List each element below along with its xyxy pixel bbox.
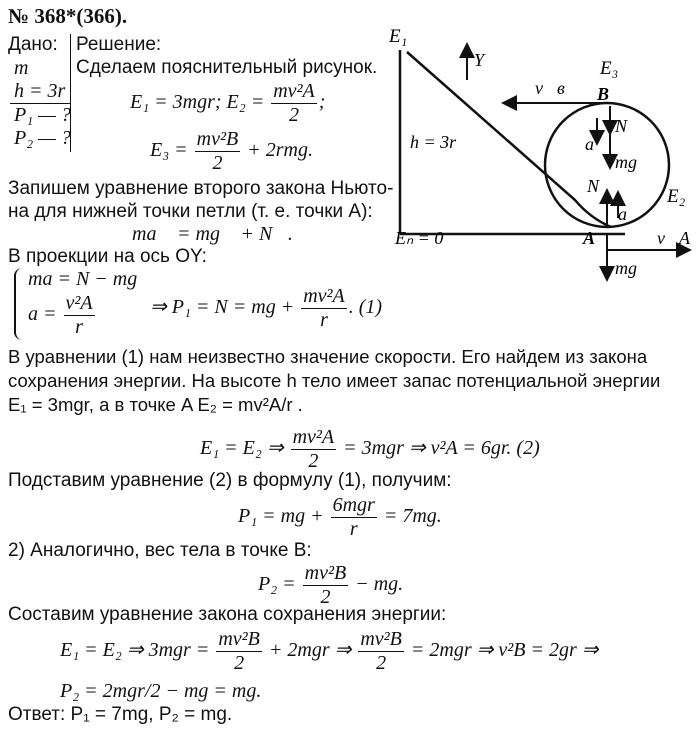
law-text-1: Запишем уравнение второго закона Ньюто-	[8, 178, 394, 199]
paragraph-line-1: В уравнении (1) нам неизвестно значение скорости. Его найдем из закона	[8, 346, 648, 367]
problem-number: № 368*(366).	[8, 4, 128, 28]
cons-fraction-2	[358, 628, 404, 675]
given-label: Дано:	[8, 34, 58, 55]
conservation-equation	[60, 628, 599, 675]
label-en: Eₙ = 0	[395, 228, 444, 248]
energy-e1-e2: E₁ = 3mgr; E₂ = $\frac{\text{mv²A}}{2}$ ;	[130, 80, 326, 126]
e3-rhs: + 2rmg.	[247, 139, 313, 162]
cons-num-2: mv²B	[360, 628, 402, 650]
paragraph-line-3: E₁ = 3mgr, а в точке A E₂ = mv²A/r .	[8, 394, 303, 415]
energy-den: 2	[308, 450, 319, 472]
substitute-text: Подставим уравнение (2) в формулу (1), получим:	[8, 470, 452, 491]
energy-rhs: = 3mgr ⇒ v²A = 6gr. (2)	[343, 437, 540, 460]
p2-final: P₂ = 2mgr/2 − mg = mg.	[60, 680, 262, 702]
accel-top-label: a⃗	[585, 134, 609, 154]
loop-diagram	[385, 22, 695, 298]
part2-text: 2) Аналогично, вес тела в точке B:	[8, 540, 312, 561]
cons-den-2: 2	[376, 652, 387, 674]
p1-res-den: r	[349, 518, 358, 540]
p1-den: r	[320, 309, 328, 331]
projection-text: В проекции на ось OY:	[8, 246, 207, 267]
velocity-b-label: v⃗в	[535, 78, 565, 98]
p1-equation	[150, 285, 382, 332]
e3-fraction	[195, 128, 241, 175]
p1-eq-text: ⇒ P₁ = N = mg +	[150, 296, 295, 319]
energy-e3	[150, 128, 313, 175]
e3-lhs: E₃ =	[150, 139, 188, 162]
y-axis-label: Y	[474, 50, 485, 70]
sys2-num: v²A	[65, 292, 93, 314]
given-unknown-p2: P₂ — ?	[14, 127, 71, 149]
law-text-2: на для нижней точки петли (т. е. точки A):	[8, 201, 373, 222]
label-point-b: B	[597, 84, 610, 104]
p1-fraction	[301, 285, 347, 332]
cons-den-1: 2	[234, 652, 245, 674]
p1-res-lhs: P₁ = mg +	[238, 505, 324, 528]
given-mass: m	[14, 57, 29, 79]
p1-result	[238, 494, 442, 541]
p2-fraction	[303, 562, 349, 609]
gravity-top-label: mg⃗	[615, 152, 651, 172]
force-n-top-label: N⃗	[615, 116, 642, 136]
e2-fraction	[271, 80, 317, 127]
given-height: h = 3r	[14, 80, 66, 102]
label-height: h = 3r	[410, 132, 457, 152]
label-e2: E₂	[667, 186, 686, 207]
p1-res-num: 6mgr	[332, 494, 375, 516]
p2-lhs: P₂ =	[258, 573, 296, 596]
cons-b: + 2mgr ⇒	[268, 639, 352, 662]
paragraph-line-2: сохранения энергии. На высоте h тело имеет запас потенциальной энергии	[8, 370, 661, 391]
system-brace	[14, 268, 26, 340]
cons-a: E₁ = E₂ ⇒ 3mgr =	[60, 639, 210, 662]
e1-e2-text: E₁ = 3mgr; E₂ =	[130, 91, 265, 114]
e3-den: 2	[212, 152, 223, 174]
p2-equation	[258, 562, 403, 609]
system-eq-2	[28, 292, 97, 339]
energy-num: mv²A	[292, 426, 335, 448]
e3-num: mv²B	[196, 128, 239, 150]
accel-bottom-label: a⃗	[618, 204, 642, 224]
answer-text: Ответ: P₁ = 7mg, P₂ = mg.	[8, 704, 233, 725]
solution-label: Решение:	[76, 34, 162, 55]
system-eq-1: ma = N − mg	[28, 268, 138, 290]
p2-num: mv²B	[304, 562, 347, 584]
sys2-lhs: a =	[28, 303, 57, 326]
energy-equation	[200, 426, 540, 473]
label-point-a: A	[583, 228, 596, 248]
e2-num: mv²A	[273, 80, 315, 102]
p2-rhs: − mg.	[355, 573, 404, 596]
given-unknown-p1: P₁ — ?	[14, 104, 71, 126]
sys2-fraction	[64, 292, 95, 339]
cons-c: = 2mgr ⇒ v²B = 2gr ⇒	[410, 639, 599, 662]
conservation-text: Составим уравнение закона сохранения энергии:	[8, 604, 447, 625]
sys2-den: r	[75, 316, 83, 338]
cons-num-1: mv²B	[218, 628, 260, 650]
velocity-a-label: v⃗A	[657, 228, 690, 248]
energy-fraction	[291, 426, 337, 473]
cons-fraction-1	[216, 628, 262, 675]
newton-equation: ma⃗ = mg⃗ + N⃗.	[132, 223, 293, 245]
label-e1: E₁	[389, 26, 408, 47]
force-n-bottom-label: N⃗	[587, 176, 614, 196]
gravity-bottom-label: mg⃗	[615, 258, 651, 278]
p1-res-fraction	[331, 494, 377, 541]
label-e3: E₃	[600, 58, 619, 79]
e2-den: 2	[288, 104, 299, 126]
p1-res-rhs: = 7mg.	[383, 505, 442, 528]
energy-lhs: E₁ = E₂ ⇒	[200, 437, 284, 460]
intro-text: Сделаем пояснительный рисунок.	[76, 57, 378, 78]
p1-num: mv²A	[303, 285, 345, 307]
p1-tag: . (1)	[348, 296, 383, 319]
p2-den: 2	[320, 586, 331, 608]
